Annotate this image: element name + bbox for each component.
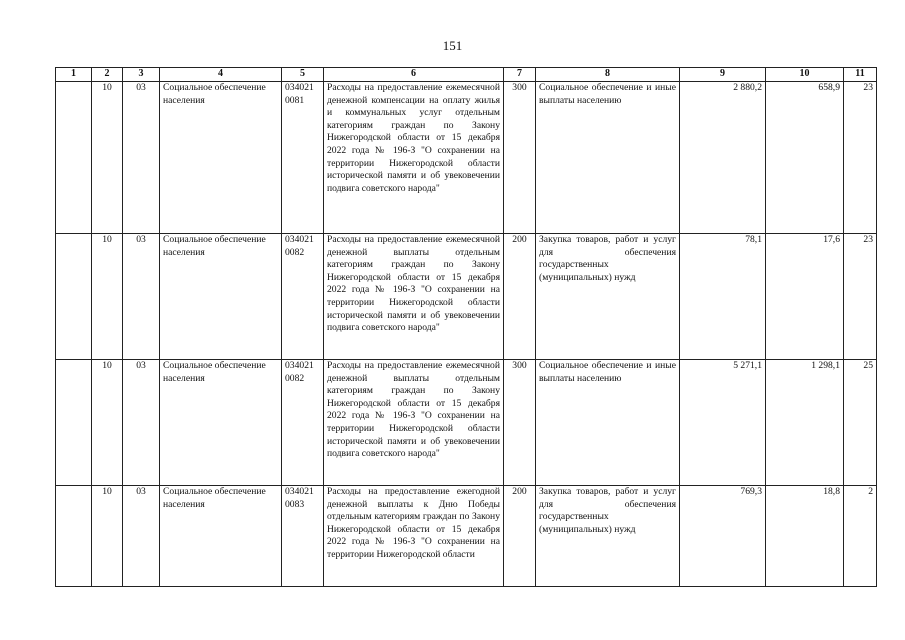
cell-row-number bbox=[56, 82, 92, 234]
cell-target-code: 034021 0082 bbox=[282, 234, 324, 360]
cell-subsection: 03 bbox=[123, 82, 160, 234]
header-col-2: 2 bbox=[92, 68, 123, 82]
cell-amount-plan: 78,1 bbox=[680, 234, 766, 360]
cell-section: 10 bbox=[92, 234, 123, 360]
cell-subsection-name: Социальное обеспечение населения bbox=[160, 360, 282, 486]
cell-expense-type-code: 200 bbox=[504, 486, 536, 587]
cell-row-number bbox=[56, 486, 92, 587]
cell-expense-description: Расходы на предоставление ежегодной денежной выплаты к Дню Победы отдельным категориям граждан по Закону Нижегородской области от 15 декабря 2022 года № 196-З "О сохранении на территории Нижегородской области bbox=[324, 486, 504, 587]
cell-amount-plan: 5 271,1 bbox=[680, 360, 766, 486]
cell-row-number bbox=[56, 360, 92, 486]
cell-subsection: 03 bbox=[123, 360, 160, 486]
header-col-4: 4 bbox=[160, 68, 282, 82]
cell-amount-actual: 1 298,1 bbox=[766, 360, 844, 486]
cell-subsection: 03 bbox=[123, 486, 160, 587]
table-row bbox=[56, 82, 877, 234]
cell-expense-description: Расходы на предоставление ежемесячной денежной выплаты отдельным категориям граждан по Закону Нижегородской области от 15 декабря 2022 года № 196-З "О сохранении на территории Нижегородской области исторической памяти и об увековечении подвига советского народа" bbox=[324, 234, 504, 360]
cell-expense-description: Расходы на предоставление ежемесячной денежной выплаты отдельным категориям граждан по Закону Нижегородской области от 15 декабря 2022 года № 196-З "О сохранении на территории Нижегородской области исторической памяти и об увековечении подвига советского народа" bbox=[324, 360, 504, 486]
cell-section: 10 bbox=[92, 82, 123, 234]
cell-expense-type-code: 300 bbox=[504, 360, 536, 486]
cell-percent: 23 bbox=[844, 234, 877, 360]
cell-expense-type-code: 200 bbox=[504, 234, 536, 360]
cell-section: 10 bbox=[92, 486, 123, 587]
header-col-11: 11 bbox=[844, 68, 877, 82]
cell-expense-type-code: 300 bbox=[504, 82, 536, 234]
cell-subsection-name: Социальное обеспечение населения bbox=[160, 82, 282, 234]
cell-amount-actual: 17,6 bbox=[766, 234, 844, 360]
cell-percent: 25 bbox=[844, 360, 877, 486]
cell-section: 10 bbox=[92, 360, 123, 486]
page-number: 151 bbox=[442, 38, 463, 53]
cell-percent: 23 bbox=[844, 82, 877, 234]
header-col-3: 3 bbox=[123, 68, 160, 82]
cell-target-code: 034021 0082 bbox=[282, 360, 324, 486]
header-col-6: 6 bbox=[324, 68, 504, 82]
cell-subsection-name: Социальное обеспечение населения bbox=[160, 234, 282, 360]
table-row bbox=[56, 360, 877, 486]
cell-expense-type-name: Социальное обеспечение и иные выплаты населению bbox=[536, 360, 680, 486]
header-col-1: 1 bbox=[56, 68, 92, 82]
header-col-10: 10 bbox=[766, 68, 844, 82]
cell-expense-type-name: Закупка товаров, работ и услуг для обеспечения государственных (муниципальных) нужд bbox=[536, 234, 680, 360]
header-col-9: 9 bbox=[680, 68, 766, 82]
cell-expense-type-name: Закупка товаров, работ и услуг для обеспечения государственных (муниципальных) нужд bbox=[536, 486, 680, 587]
header-col-5: 5 bbox=[282, 68, 324, 82]
header-col-7: 7 bbox=[504, 68, 536, 82]
cell-subsection-name: Социальное обеспечение населения bbox=[160, 486, 282, 587]
table-row bbox=[56, 486, 877, 587]
table-row bbox=[56, 234, 877, 360]
header-col-8: 8 bbox=[536, 68, 680, 82]
cell-subsection: 03 bbox=[123, 234, 160, 360]
cell-expense-type-name: Социальное обеспечение и иные выплаты населению bbox=[536, 82, 680, 234]
cell-row-number bbox=[56, 234, 92, 360]
cell-expense-description: Расходы на предоставление ежемесячной денежной компенсации на оплату жилья и коммунальных услуг отдельным категориям граждан по Закону Нижегородской области от 15 декабря 2022 года № 196-З "О сохранении на территории Нижегородской области исторической памяти и об увековечении подвига советского народа" bbox=[324, 82, 504, 234]
header-row bbox=[56, 68, 877, 82]
cell-target-code: 034021 0081 bbox=[282, 82, 324, 234]
cell-percent: 2 bbox=[844, 486, 877, 587]
cell-amount-plan: 2 880,2 bbox=[680, 82, 766, 234]
cell-amount-plan: 769,3 bbox=[680, 486, 766, 587]
cell-target-code: 034021 0083 bbox=[282, 486, 324, 587]
budget-table bbox=[55, 67, 877, 587]
cell-amount-actual: 658,9 bbox=[766, 82, 844, 234]
cell-amount-actual: 18,8 bbox=[766, 486, 844, 587]
